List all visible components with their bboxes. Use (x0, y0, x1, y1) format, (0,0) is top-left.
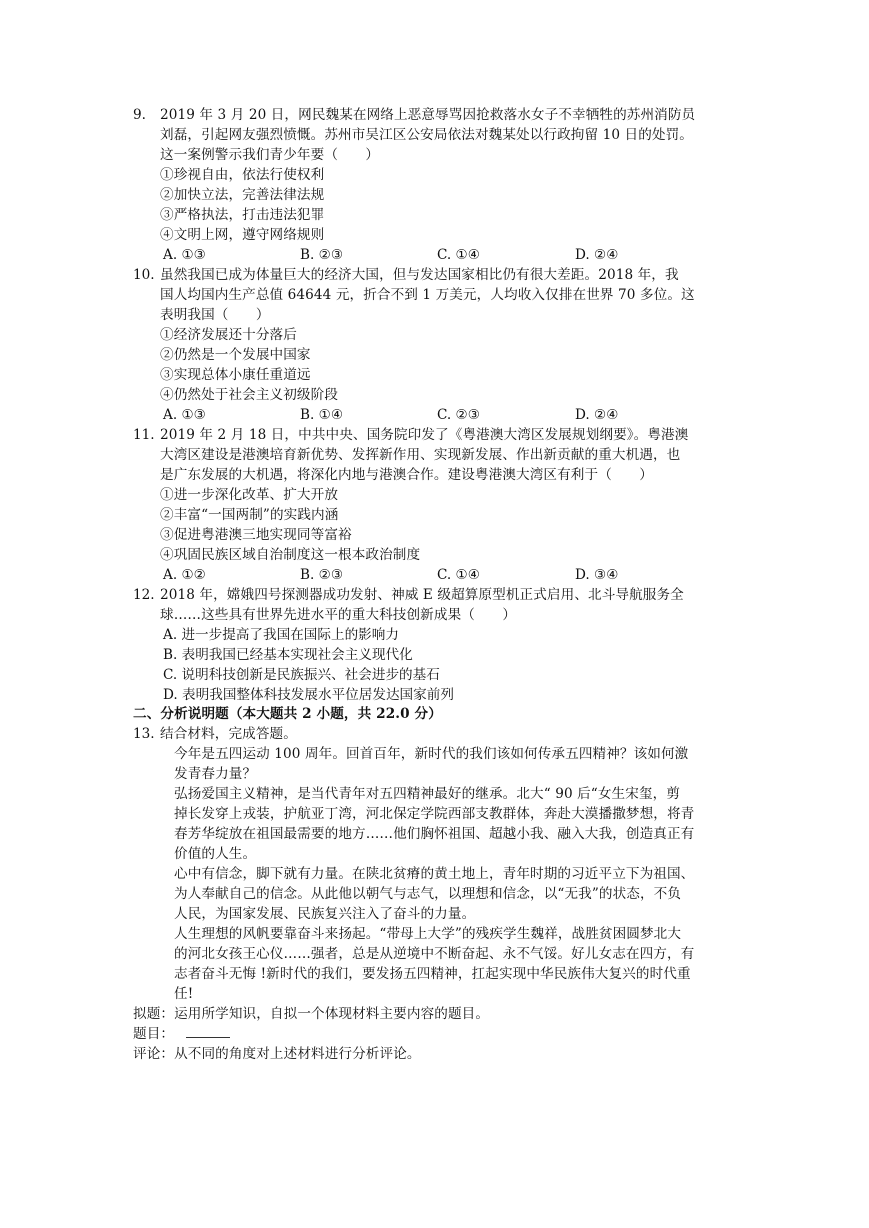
question-10-number: 10. (133, 267, 155, 283)
question-13-number: 13. (133, 726, 155, 742)
question-9-choice-a: A. ①③ (163, 247, 206, 263)
material-line: 任! (174, 986, 194, 1002)
question-12-choice-b: B. 表明我国已经基本实现社会主义现代化 (163, 647, 413, 663)
material-line: 今年是五四运动 100 周年。回首百年，新时代的我们该如何传承五四精神？该如何激 (174, 746, 689, 762)
question-11-choice-b: B. ②③ (300, 567, 344, 583)
material-line: 发青春力量？ (174, 766, 257, 782)
question-9-choice-d: D. ②④ (575, 247, 619, 263)
question-11-item: ③促进粤港澳三地实现同等富裕 (160, 527, 352, 543)
question-9-stem-line: 刘磊，引起网友强烈愤慨。苏州市吴江区公安局依法对魏某处以行政拘留 10 日的处罚。 (160, 127, 694, 143)
material-line: 心中有信念，脚下就有力量。在陕北贫瘠的黄土地上，青年时期的习近平立下为祖国、 (174, 866, 695, 882)
question-12-number: 12. (133, 587, 155, 603)
question-11-number: 11. (133, 427, 155, 443)
question-10-stem-line: 虽然我国已成为体量巨大的经济大国，但与发达国家相比仍有很大差距。2018 年，我 (160, 267, 679, 283)
question-9-item: ③严格执法，打击违法犯罪 (160, 207, 325, 223)
question-10-choice-c: C. ②③ (437, 407, 480, 423)
title-answer-blank[interactable] (186, 1037, 230, 1038)
question-9-item: ①珍视自由，依法行使权利 (160, 167, 325, 183)
question-12-choice-d: D. 表明我国整体科技发展水平位居发达国家前列 (163, 687, 454, 703)
question-11-item: ④巩固民族区域自治制度这一根本政治制度 (160, 547, 421, 563)
question-10-stem-line: 表明我国（ ） (160, 307, 270, 323)
question-12-choice-c: C. 说明科技创新是民族振兴、社会进步的基石 (163, 667, 440, 683)
question-11-choice-a: A. ①② (163, 567, 206, 583)
question-12-choice-a: A. 进一步提高了我国在国际上的影响力 (163, 627, 399, 643)
question-9-stem-line: 2019 年 3 月 20 日，网民魏某在网络上恶意辱骂因抢救落水女子不幸牺牲的苏州消防员 (160, 107, 696, 123)
task-commentary-prompt: 评论：从不同的角度对上述材料进行分析评论。 (133, 1046, 421, 1062)
material-line: 春芳华绽放在祖国最需要的地方……他们胸怀祖国、超越小我、融入大我，创造真正有 (174, 826, 695, 842)
material-line: 志者奋斗无悔 !新时代的我们，要发扬五四精神，扛起实现中华民族伟大复兴的时代重 (174, 966, 691, 982)
question-9-number: 9. (133, 107, 146, 123)
task-title-prompt: 拟题：运用所学知识，自拟一个体现材料主要内容的题目。 (133, 1006, 490, 1022)
material-line: 掉长发穿上戎装，护航亚丁湾，河北保定学院西部支教群体，奔赴大漠播撒梦想，将青 (174, 806, 695, 822)
section-heading: 二、分析说明题（本大题共 2 小题，共 22.0 分） (133, 706, 442, 722)
question-11-stem-line: 大湾区建设是港澳培育新优势、发挥新作用、实现新发展、作出新贡献的重大机遇，也 (160, 447, 681, 463)
question-11-item: ①进一步深化改革、扩大开放 (160, 487, 339, 503)
question-11-stem-line: 2019 年 2 月 18 日，中共中央、国务院印发了《粤港澳大湾区发展规划纲要》。粤港澳 (160, 427, 689, 443)
question-9-choice-b: B. ②③ (300, 247, 344, 263)
question-12-stem-line: 球……这些具有世界先进水平的重大科技创新成果（ ） (160, 607, 517, 623)
question-10-item: ②仍然是一个发展中国家 (160, 347, 311, 363)
material-line: 人民，为国家发展、民族复兴注入了奋斗的力量。 (174, 906, 476, 922)
question-10-item: ①经济发展还十分落后 (160, 327, 297, 343)
material-line: 价值的人生。 (174, 846, 257, 862)
title-label: 题目： (133, 1026, 175, 1042)
question-11-stem-line: 是广东发展的大机遇，将深化内地与港澳合作。建设粤港澳大湾区有利于（ ） (160, 467, 653, 483)
material-line: 人生理想的风帆要靠奋斗来扬起。“带母上大学”的残疾学生魏祥，战胜贫困圆梦北大 (174, 926, 682, 942)
question-10-choice-b: B. ①④ (300, 407, 344, 423)
question-9-stem-line: 这一案例警示我们青少年要（ ） (160, 147, 380, 163)
question-13-intro: 结合材料，完成答题。 (160, 726, 297, 742)
question-11-choice-d: D. ③④ (575, 567, 619, 583)
question-10-item: ③实现总体小康任重道远 (160, 367, 311, 383)
material-line: 为人奉献自己的信念。从此他以朝气与志气，以理想和信念，以“无我”的状态，不负 (174, 886, 682, 902)
question-11-choice-c: C. ①④ (437, 567, 480, 583)
question-12-stem-line: 2018 年，嫦娥四号探测器成功发射、神威 E 级超算原型机正式启用、北斗导航服务全 (160, 587, 684, 603)
question-9-item: ④文明上网，遵守网络规则 (160, 227, 325, 243)
question-10-stem-line: 国人均国内生产总值 64644 元，折合不到 1 万美元，人均收入仅排在世界 70 多位。这 (160, 287, 695, 303)
question-10-item: ④仍然处于社会主义初级阶段 (160, 387, 339, 403)
question-9-item: ②加快立法，完善法律法规 (160, 187, 325, 203)
material-line: 弘扬爱国主义精神，是当代青年对五四精神最好的继承。北大“ 90 后“女生宋玺，剪 (174, 786, 681, 802)
question-10-choice-a: A. ①③ (163, 407, 206, 423)
material-line: 的河北女孩王心仪……强者，总是从逆境中不断奋起、永不气馁。好儿女志在四方，有 (174, 946, 695, 962)
question-9-choice-c: C. ①④ (437, 247, 480, 263)
question-11-item: ②丰富“一国两制”的实践内涵 (160, 507, 339, 523)
question-10-choice-d: D. ②④ (575, 407, 619, 423)
